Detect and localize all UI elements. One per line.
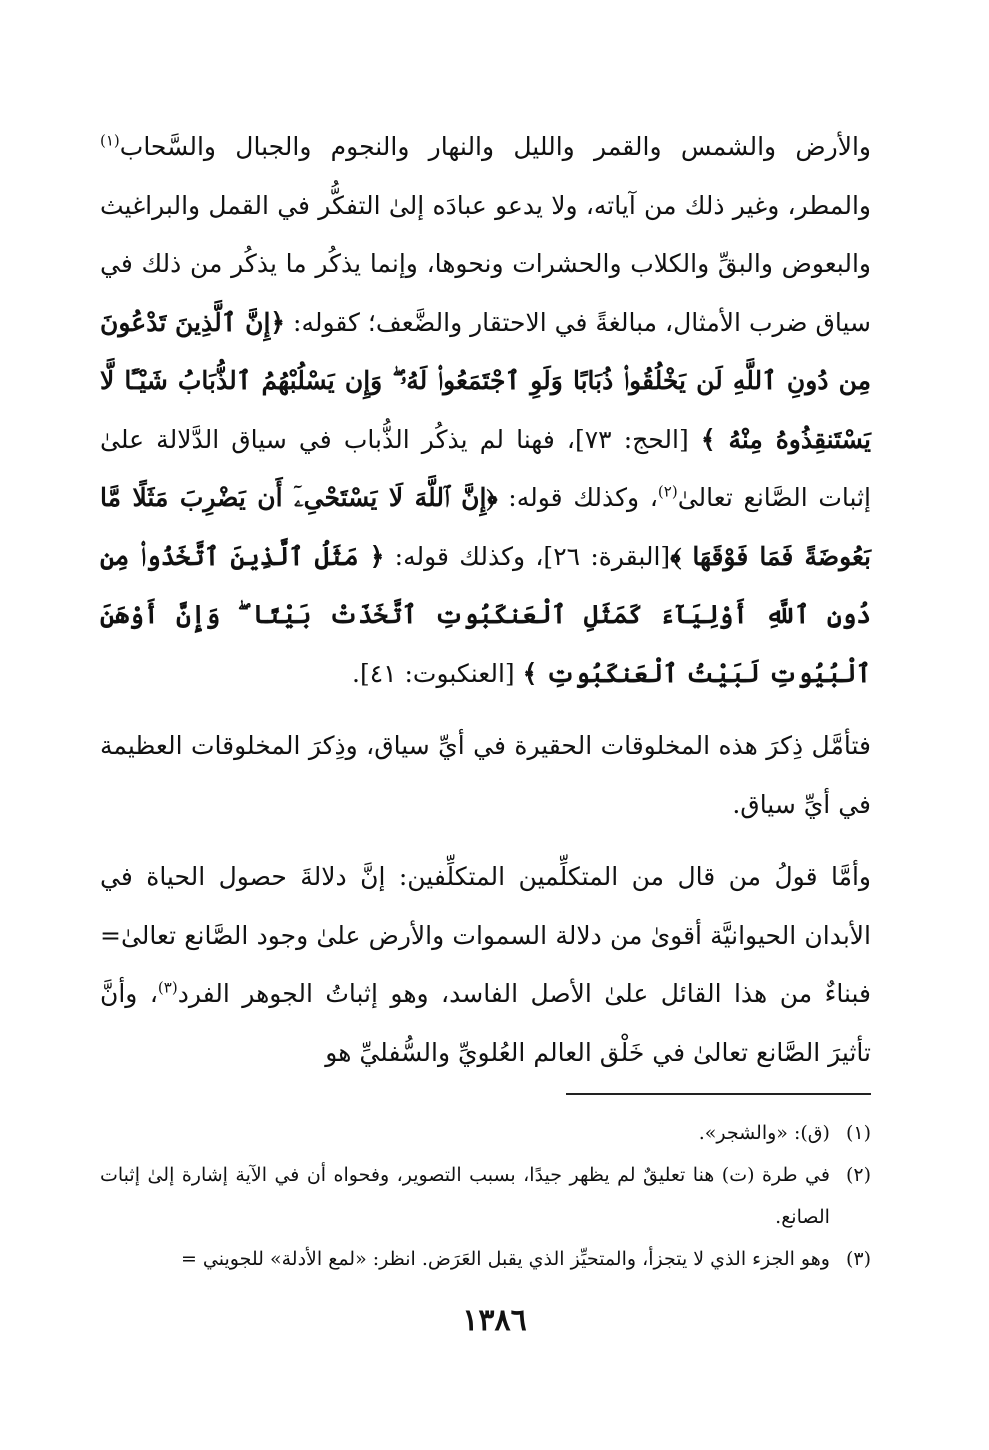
paragraph-3 bbox=[100, 848, 871, 1082]
footnote-number: (١) bbox=[845, 1122, 871, 1144]
footnote-3 bbox=[100, 1238, 871, 1280]
text-run: [البقرة: ٢٦]، وكذلك قوله: bbox=[384, 541, 671, 571]
footnote-separator bbox=[566, 1093, 871, 1095]
quran-verse-ankabut: ﴿ مَثَلُ ٱلَّذِينَ ٱتَّخَذُوا۟ مِن دُونِ ٱللَّهِ أَوْلِيَآءَ كَمَثَلِ ٱلْعَنكَبُوتِ ٱتَّخَذَتْ بَيْتًا ۖ وَإِنَّ أَوْهَنَ ٱلْبُيُوتِ لَبَيْتُ ٱلْعَنكَبُوتِ ﴾ bbox=[100, 541, 871, 688]
footnote-text: (ق): «والشجر». bbox=[698, 1122, 830, 1144]
text-run: والأرض والشمس والقمر والليل والنهار والنجوم والجبال والسَّحاب bbox=[119, 132, 871, 161]
page-number: ١٣٨٦ bbox=[462, 1303, 527, 1338]
footnote-number: (٣) bbox=[845, 1248, 871, 1270]
main-text bbox=[100, 118, 871, 1082]
footnote-text: في طرة (ت) هنا تعليقٌ لم يظهر جيدًا، بسبب التصوير، وفحواه أن في الآية إشارة إلىٰ إثبات الصانع. bbox=[100, 1164, 830, 1228]
footnote-2 bbox=[100, 1154, 871, 1238]
footnote-ref-2[interactable]: (٢) bbox=[657, 482, 678, 501]
paragraph-1 bbox=[100, 118, 871, 703]
text-run: ، وأنَّ تأثيرَ الصَّانع تعالىٰ في خَلْق العالم العُلويِّ والسُّفليِّ هو bbox=[100, 979, 871, 1067]
text-run: والمطر، وغير ذلك من آياته، ولا يدعو عبادَه إلىٰ التفكُّر في القمل والبراغيث والبعوض والبقِّ والكلاب والحشرات ونحوها، وإنما يذكُر ما يذكُر من ذلك في سياق ضرب الأمثال، مبالغةً في الاحتقار والضَّعف؛ كقوله: bbox=[100, 190, 871, 337]
text-run: وأمَّا قولُ من قال من المتكلِّمين المتكلِّفين: إنَّ دلالةَ حصول الحياة في الأبدان الحيوانيَّة أقوىٰ من دلالة السموات والأرض علىٰ وجود الصَّانع تعالىٰ= فبناءٌ من هذا القائل علىٰ الأصل الفاسد، وهو إثباتُ الجوهر الفرد bbox=[100, 862, 871, 1008]
footnote-1 bbox=[100, 1112, 871, 1154]
quran-verse-baqara: ﴿إِنَّ ٱللَّهَ لَا يَسْتَحْىِۦٓ أَن يَضْرِبَ مَثَلًا مَّا بَعُوضَةً فَمَا فَوْقَهَا ﴾ bbox=[100, 483, 872, 571]
text-run: [الحج: ٧٣]، فهنا لم يذكُر الذُّباب في سياق الدَّلالة علىٰ إثبات الصَّانع تعالىٰ bbox=[100, 424, 871, 512]
footnote-ref-1[interactable]: (١) bbox=[100, 131, 120, 150]
footnote-text: وهو الجزء الذي لا يتجزأ، والمتحيِّز الذي يقبل العَرَض. انظر: «لمع الأدلة» للجويني = bbox=[180, 1248, 830, 1270]
quran-verse-hajj: ﴿إِنَّ ٱلَّذِينَ تَدْعُونَ مِن دُونِ ٱللَّهِ لَن يَخْلُقُوا۟ ذُبَابًا وَلَوِ ٱجْتَمَعُوا۟ لَهُۥ ۖ وَإِن يَسْلُبْهُمُ ٱلذُّبَابُ شَيْـًٔا لَّا يَسْتَنقِذُوهُ مِنْهُ ﴾ bbox=[100, 307, 871, 454]
text-run: [العنكبوت: ٤١]. bbox=[352, 658, 523, 688]
paragraph-2: فتأمَّل ذِكرَ هذه المخلوقات الحقيرة في أيِّ سياق، وذِكرَ المخلوقات العظيمة في أيِّ سياق. bbox=[100, 731, 871, 819]
text-run: ، وكذلك قوله: bbox=[497, 483, 658, 512]
footnote-ref-3[interactable]: (٣) bbox=[157, 978, 178, 997]
footnotes bbox=[100, 1112, 871, 1280]
footnote-number: (٢) bbox=[845, 1164, 871, 1186]
